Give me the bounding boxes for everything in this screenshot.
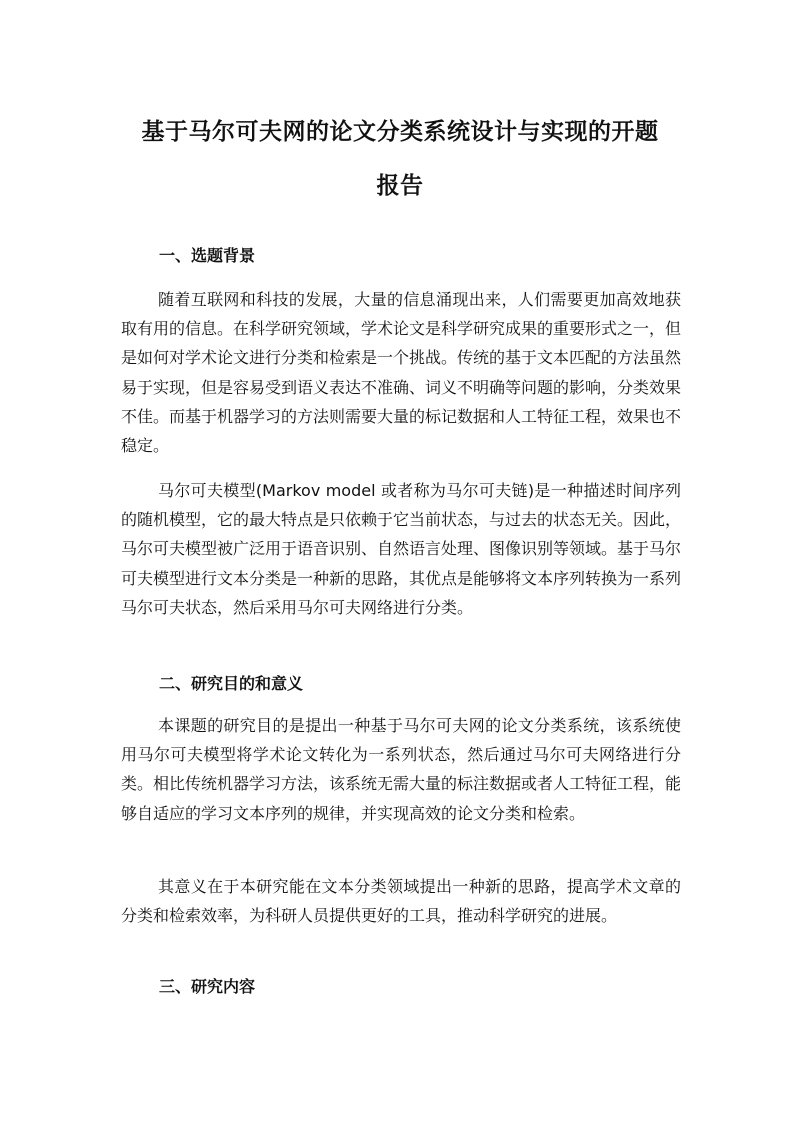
paragraph-purpose-2: 其意义在于本研究能在文本分类领域提出一种新的思路，提高学术文章的分类和检索效率，为科研人员提供更好的工具，推动科学研究的进展。 [121, 877, 681, 926]
section-heading-purpose: 二、研究目的和意义 [159, 674, 304, 693]
paragraph-background-1: 随着互联网和科技的发展，大量的信息涌现出来，人们需要更加高效地获取有用的信息。在科学研究领域，学术论文是科学研究成果的重要形式之一，但是如何对学术论文进行分类和检索是一个挑战。传统的基于文本匹配的方法虽然易于实现，但是容易受到语义表达不准确、词义不明确等问题的影响，分类效果不佳。而基于机器学习的方法则需要大量的标记数据和人工特征工程，效果也不稳定。 [121, 290, 682, 456]
paragraph-background-2: 马尔可夫模型(Markov model 或者称为马尔可夫链)是一种描述时间序列的随机模型，它的最大特点是只依赖于它当前状态，与过去的状态无关。因此，马尔可夫模型被广泛用于语音识别、自然语言处理、图像识别等领域。基于马尔可夫模型进行文本分类是一种新的思路，其优点是能够将文本序列转换为一系列马尔可夫状态，然后采用马尔可夫网络进行分类。 [121, 481, 682, 617]
document-title-line-1: 基于马尔可夫网的论文分类系统设计与实现的开题 [141, 119, 659, 145]
section-heading-content: 三、研究内容 [159, 977, 256, 996]
paragraph-purpose-1: 本课题的研究目的是提出一种基于马尔可夫网的论文分类系统，该系统使用马尔可夫模型将学术论文转化为一系列状态，然后通过马尔可夫网络进行分类。相比传统机器学习方法，该系统无需大量的标注数据或者人工特征工程，能够自适应的学习文本序列的规律，并实现高效的论文分类和检索。 [121, 716, 682, 823]
section-heading-background: 一、选题背景 [159, 246, 256, 265]
document-title-line-2: 报告 [376, 173, 424, 199]
